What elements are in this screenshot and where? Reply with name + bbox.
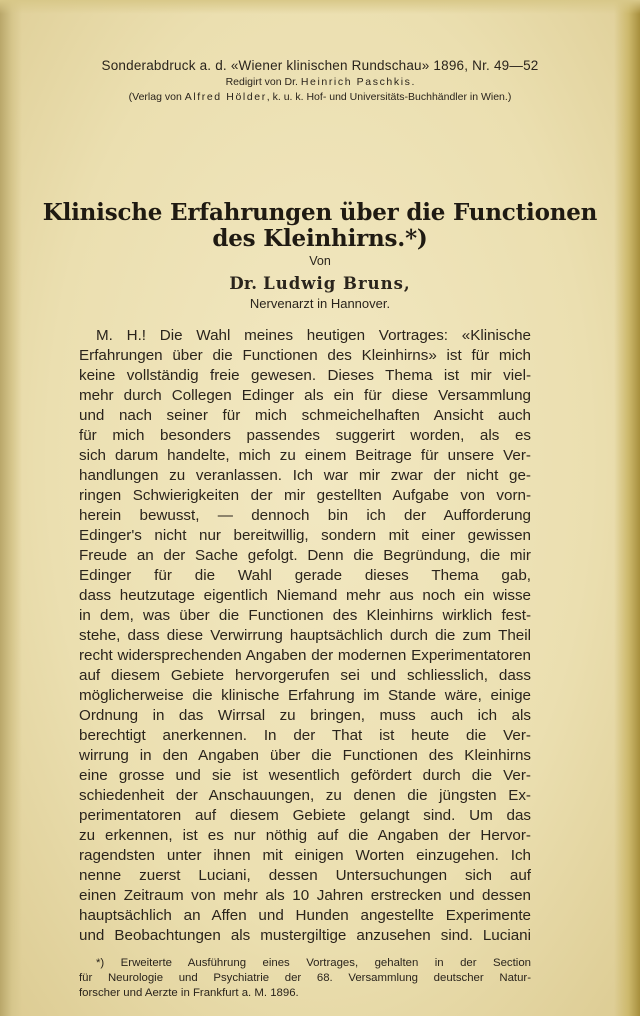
body-line: recht widersprechenden Angaben der modernen Experimentatoren [79, 647, 531, 664]
publisher-prefix: (Verlag von [128, 91, 185, 103]
body-line: ragendsten unter ihnen mit einigen Worten einzugehen. Ich [79, 847, 531, 864]
body-line: wirrung in den Angaben über die Functionen des Kleinhirns [79, 747, 531, 764]
body-line: M. H.! Die Wahl meines heutigen Vortrages: «Klinische [96, 327, 531, 344]
publisher-line [0, 91, 640, 103]
body-line: zu erkennen, ist es nur nöthig auf die Angaben der Hervor- [79, 827, 531, 844]
body-line: schiedenheit der Anschauungen, zu denen die jüngsten Ex- [79, 787, 531, 804]
page-edge-left [0, 0, 22, 1016]
body-line: Edinger für die Wahl gerade dieses Thema gab, [79, 567, 531, 584]
body-line: hauptsächlich an Affen und Hunden angestellte Experimente [79, 907, 531, 924]
body-line: Erfahrungen über die Functionen des Kleinhirns» ist für mich [79, 347, 531, 364]
body-line: sich darum handelte, mich zu einem Beitrage für unsere Ver- [79, 447, 531, 464]
author-name [0, 274, 640, 293]
body-line: und nach seiner für mich schmeichelhaften Ansicht auch [79, 407, 531, 424]
body-line: in dem, was über die Functionen des Kleinhirns wirklich fest- [79, 607, 531, 624]
body-line: handlungen zu veranlassen. Ich war mir zwar der nicht ge- [79, 467, 531, 484]
editor-suffix: . [411, 76, 415, 88]
article-title [0, 200, 640, 252]
footnote-line: forscher und Aerzte in Frankfurt a. M. 1896. [79, 987, 299, 999]
body-line: für mich besonders passendes suggerirt worden, als es [79, 427, 531, 444]
editor-name: Heinrich Paschkis [300, 76, 412, 88]
byline-von: Von [309, 254, 331, 268]
publisher-name: Alfred Hölder [184, 91, 267, 103]
body-line: stehe, dass diese Verwirrung hauptsächlich durch die zum Theil [79, 627, 531, 644]
body-line: dass heutzutage eigentlich Niemand mehr aus noch ein wisse [79, 587, 531, 604]
offprint-source-line: Sonderabdruck a. d. «Wiener klinischen Rundschau» 1896, Nr. 49—52 [101, 58, 539, 73]
editor-line [0, 76, 640, 88]
body-line: perimentatoren auf diesem Gebiete gelangt sind. Um das [79, 807, 531, 824]
page-edge-right [614, 0, 640, 1016]
editor-prefix: Redigirt von Dr. [225, 76, 301, 88]
body-line: keine vollständig freie gewesen. Dieses Thema ist mir viel- [79, 367, 531, 384]
body-line: Ordnung in das Wirrsal zu bringen, muss auch ich als [79, 707, 531, 724]
author-affiliation: Nervenarzt in Hannover. [249, 296, 391, 311]
body-line: eine grosse und sie ist wesentlich gefördert durch die Ver- [79, 767, 531, 784]
article-title-line-2: des Kleinhirns.*) [212, 225, 428, 252]
body-line: und Beobachtungen als mustergiltige anzusehen sind. Luciani [79, 927, 531, 944]
page-edge-top [0, 0, 640, 14]
body-line: Freude an der Sache gefolgt. Denn die Begründung, die mir [79, 547, 531, 564]
article-title-line-1: Klinische Erfahrungen über die Functionen [42, 199, 598, 226]
body-line: mehr durch Collegen Edinger als ein für diese Versammlung [79, 387, 531, 404]
body-line: ringen Schwierigkeiten der mir gestellten Aufgabe von vorn- [79, 487, 531, 504]
body-line: nenne zuerst Luciani, dessen Untersuchungen sich auf [79, 867, 531, 884]
author-full-name: Ludwig Bruns, [263, 274, 411, 293]
footnote-line: für Neurologie und Psychiatrie der 68. Versammlung deutscher Natur- [79, 972, 531, 984]
body-line: auf diesem Gebiete hervorgerufen sei und schliesslich, dass [79, 667, 531, 684]
publisher-suffix: , k. u. k. Hof- und Universitäts-Buchhändler in Wien.) [266, 91, 512, 103]
body-line: Edinger's nicht nur bereitwillig, sondern mit einer gewissen [79, 527, 531, 544]
body-line: herein bewusst, — dennoch bin ich der Aufforderung [79, 507, 531, 524]
footnote-line: *) Erweiterte Ausführung eines Vortrages, gehalten in der Section [96, 957, 531, 969]
body-line: berechtigt anerkennen. In der That ist heute die Ver- [79, 727, 531, 744]
body-line: einen Zeitraum von mehr als 10 Jahren erstrecken und dessen [79, 887, 531, 904]
body-line: möglicherweise die klinische Erfahrung im Stande wäre, einige [79, 687, 531, 704]
author-prefix: Dr. [229, 274, 264, 293]
